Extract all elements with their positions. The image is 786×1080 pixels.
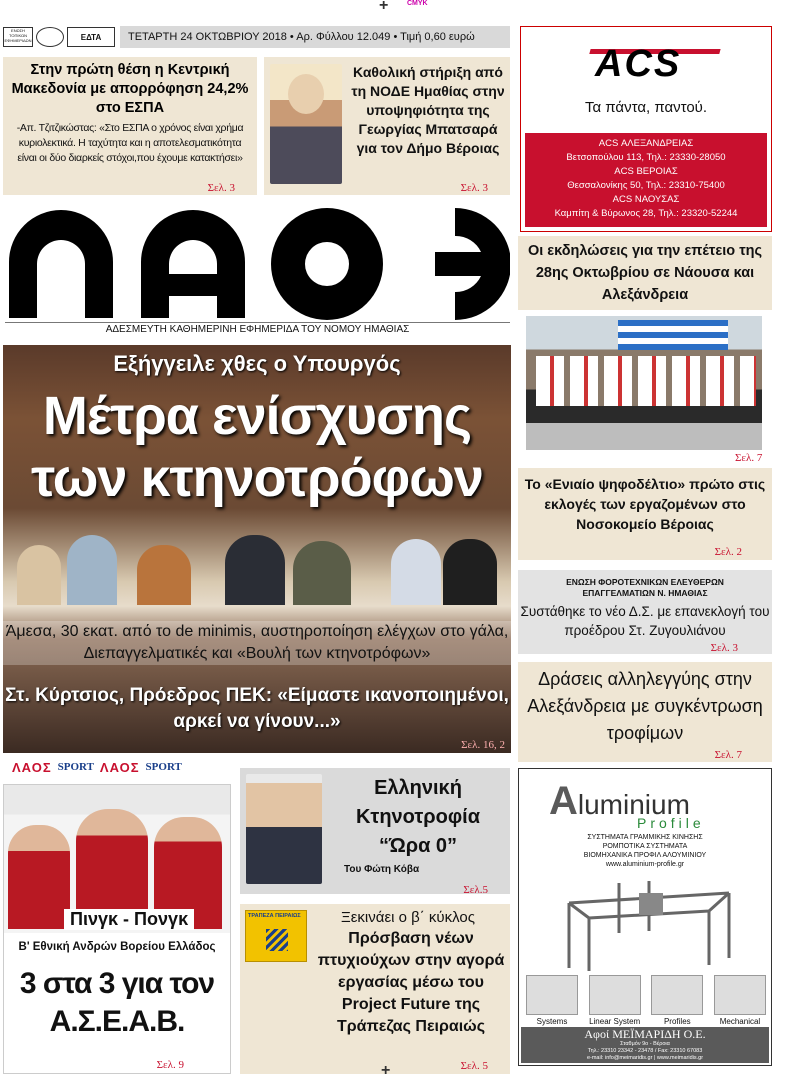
acs-logo-area — [525, 31, 767, 131]
story-union-kicker-line2: ΕΠΑΓΓΕΛΜΑΤΙΩΝ Ν. ΗΜΑΘΙΑΣ — [582, 588, 708, 598]
acs-tagline: Τα πάντα, παντού. — [584, 99, 708, 116]
aluminium-cat4[interactable]: Mechanical — [711, 975, 769, 1035]
story-parade-headline: Οι εκδηλώσεις για την επέτειο της 28ης Οκτωβρίου σε Νάουσα και Αλεξάνδρεια — [527, 243, 763, 303]
acs-branch3-title: ACS ΝΑΟΥΣΑΣ — [612, 194, 680, 205]
aluminium-logo-a: A — [549, 779, 578, 823]
story-piraeus-headline: Πρόσβαση νέων πτυχιούχων στην αγορά εργασίας μέσω του Project Future της Τράπεζας Πειραιώς — [317, 930, 505, 1035]
story-livestock-headline-line3: “Ώρα 0” — [378, 835, 458, 857]
main-story-kicker: Εξήγγειλε χθες ο Υπουργός — [113, 351, 401, 376]
main-story-deck — [3, 621, 511, 665]
ad-aluminium[interactable] — [518, 768, 772, 1066]
acs-branch2-addr: Θεσσαλονίκης 50, Τηλ.: 23310-75400 — [567, 180, 725, 191]
aluminium-categories — [523, 975, 769, 1035]
story-piraeus[interactable] — [240, 904, 510, 1074]
parade-photo — [526, 316, 762, 450]
acs-branch3-addr: Καμπίτη & Βύρωνος 28, Τηλ.: 23320-52244 — [554, 208, 738, 219]
main-story-deck-line2: Διεπαγγελματικές και «Βουλή των κτηνοτρόφων» — [83, 645, 431, 662]
story-livestock[interactable] — [240, 768, 510, 894]
badge-union: ΕΝΩΣΗ ΤΟΠΙΚΩΝ ΕΦΗΜΕΡΙΔΩΝ — [3, 27, 33, 47]
sport-label-1: SPORT — [57, 761, 94, 773]
aluminium-cat2[interactable]: Linear System — [586, 975, 644, 1035]
cmyk-mark: CMYK — [407, 0, 428, 7]
story-union-headline: Συστάθηκε το νέο Δ.Σ. με επανεκλογή του προέδρου Στ. Ζυγουλιάνου — [520, 604, 770, 638]
acs-branch2-title: ACS ΒΕΡΟΙΑΣ — [614, 166, 678, 177]
story-solidarity-page-ref: Σελ. 7 — [714, 749, 742, 761]
story-piraeus-page-ref: Σελ. 5 — [460, 1060, 488, 1072]
story-nodi-page-ref: Σελ. 3 — [460, 182, 488, 194]
sport-headline: 3 στα 3 για τον Α.Σ.Ε.Α.Β. — [19, 967, 215, 1038]
aluminium-desc — [519, 833, 771, 869]
dateline: ΤΕΤΑΡΤΗ 24 ΟΚΤΩΒΡΙΟΥ 2018 • Αρ. Φύλλου 12.049 • Τιμή 0,60 ευρώ — [120, 26, 510, 48]
aluminium-desc2: ΡΟΜΠΟΤΙΚΑ ΣΥΣΤΗΜΑΤΑ — [602, 843, 688, 850]
header-badges — [3, 26, 117, 48]
aluminium-address: Σταθμόν 9ο - Βέροια — [620, 1041, 670, 1047]
story-livestock-headline — [330, 774, 506, 861]
badge-seal-icon — [36, 27, 64, 47]
profiles-icon — [651, 975, 703, 1015]
aluminium-phones: Τηλ.: 23310 23342 - 23478 / Fax: 23310 67083 — [587, 1048, 703, 1054]
main-story-photo — [3, 535, 511, 605]
sport-label-2: SPORT — [145, 761, 182, 773]
aluminium-logo-profile: Profile — [637, 815, 705, 831]
acs-branch1-addr: Βετσοπούλου 113, Τηλ.: 23330-28050 — [566, 152, 726, 163]
story-livestock-byline: Του Φώτη Κόβα — [344, 864, 420, 875]
aluminium-desc3: ΒΙΟΜΗΧΑΝΙΚΑ ΠΡΟΦΙΛ ΑΛΟΥΜΙΝΙΟΥ — [583, 852, 707, 859]
main-story-headline-line2: των κτηνοτρόφων — [31, 448, 483, 508]
story-livestock-headline-line2: Κτηνοτροφία — [355, 806, 481, 828]
ad-acs[interactable] — [520, 26, 772, 232]
story-parade[interactable] — [518, 236, 772, 310]
aluminium-cat1[interactable]: Systems — [523, 975, 581, 1035]
piraeus-bank-label: ΤΡΑΠΕΖΑ ΠΕΙΡΑΙΩΣ — [248, 913, 301, 919]
badge-edta: ΕΔΤΑ — [67, 27, 115, 47]
mechanical-parts-icon — [714, 975, 766, 1015]
main-story-deck-line1: Άμεσα, 30 εκατ. από το de minimis, αυστηροποίηση ελέγχων στο γάλα, — [5, 623, 509, 640]
story-nodi-headline: Καθολική στήριξη από τη ΝΟΔΕ Ημαθίας στην υποψηφιότητα της Γεωργίας Μπατσαρά για τον Δήμο Βέροιας — [351, 64, 505, 156]
registration-mark-bottom: + — [381, 1062, 391, 1079]
main-story-quote — [3, 683, 511, 735]
main-story-quote-line1: Στ. Κύρτσιος, Πρόεδρος ΠΕΚ: «Είμαστε ικανοποιημένοι, — [5, 685, 509, 706]
acs-branch1-title: ACS ΑΛΕΞΑΝΔΡΕΙΑΣ — [598, 138, 694, 149]
aluminium-cat3[interactable]: Profiles — [648, 975, 706, 1035]
greek-flag-icon — [618, 320, 728, 350]
story-livestock-page-ref: Σελ.5 — [463, 884, 488, 896]
aluminium-logo — [549, 773, 690, 821]
story-union[interactable] — [518, 570, 772, 654]
story-ballot-headline: Το «Ενιαίο ψηφοδέλτιο» πρώτο στις εκλογές των εργαζομένων στο Νοσοκομείο Βέροιας — [524, 476, 766, 532]
story-espa-page-ref: Σελ. 3 — [207, 182, 235, 194]
story-sport[interactable] — [3, 784, 231, 1074]
sport-page-ref: Σελ. 9 — [156, 1059, 184, 1071]
story-espa[interactable] — [3, 57, 257, 195]
story-espa-headline: Στην πρώτη θέση η Κεντρική Μακεδονία με απορρόφηση 24,2% στο ΕΣΠΑ — [11, 62, 249, 116]
story-solidarity[interactable] — [518, 662, 772, 762]
sport-header — [12, 760, 182, 774]
story-ballot[interactable] — [518, 468, 772, 560]
main-story-quote-line2: αρκεί να γίνουν...» — [173, 711, 341, 732]
main-story[interactable] — [3, 345, 511, 753]
aluminium-email[interactable]: e-mail: info@meimaridis.gr | www.meimaridis.gr — [586, 1055, 704, 1061]
laos-logo-icon — [5, 204, 510, 322]
registration-mark-top: + — [379, 0, 389, 14]
acs-logo: ACS — [595, 43, 682, 85]
story-piraeus-kicker: Ξεκινάει ο β΄ κύκλος — [341, 909, 475, 926]
batsara-photo — [270, 64, 342, 184]
sport-brand-2: ΛΑΟΣ — [99, 759, 140, 775]
story-livestock-headline-line1: Ελληνική — [374, 777, 462, 799]
acs-branches — [525, 133, 767, 227]
story-parade-page-ref: Σελ. 7 — [735, 452, 763, 464]
linear-machine-icon — [559, 873, 739, 973]
linear-system-icon — [589, 975, 641, 1015]
story-ballot-page-ref: Σελ. 2 — [714, 546, 742, 558]
masthead-subtitle: ΑΔΕΣΜΕΥΤΗ ΚΑΘΗΜΕΡΙΝΗ ΕΦΗΜΕΡΙΔΑ ΤΟΥ ΝΟΜΟΥ ΗΜΑΘΙΑΣ — [5, 322, 510, 336]
story-solidarity-headline: Δράσεις αλληλεγγύης στην Αλεξάνδρεια με συγκέντρωση τροφίμων — [527, 669, 763, 743]
systems-icon — [526, 975, 578, 1015]
main-story-headline-line1: Μέτρα ενίσχυσης — [42, 386, 472, 446]
sport-subtitle: Β' Εθνική Ανδρών Βορείου Ελλάδος — [18, 941, 216, 953]
aluminium-company: Αφοί ΜΕΪΜΑΡΙΔΗ Ο.Ε. — [584, 1027, 706, 1041]
kovas-photo — [246, 774, 322, 884]
masthead-logo — [5, 204, 510, 322]
sport-title: Πινγκ - Πονγκ — [64, 909, 194, 930]
story-union-kicker-line1: ΕΝΩΣΗ ΦΟΡΟΤΕΧΝΙΚΩΝ ΕΛΕΥΘΕΡΩΝ — [566, 577, 724, 587]
story-nodi[interactable] — [264, 57, 510, 195]
aluminium-logo-rest: luminium — [577, 789, 690, 820]
story-union-page-ref: Σελ. 3 — [710, 642, 738, 654]
aluminium-company-bar — [521, 1027, 769, 1063]
main-story-page-ref: Σελ. 16, 2 — [461, 739, 505, 751]
sport-brand-1: ΛΑΟΣ — [12, 759, 52, 775]
story-union-kicker — [518, 570, 772, 599]
aluminium-url[interactable]: www.aluminium-profile.gr — [605, 861, 685, 868]
aluminium-desc1: ΣΥΣΤΗΜΑΤΑ ΓΡΑΜΜΙΚΗΣ ΚΙΝΗΣΗΣ — [587, 834, 703, 841]
story-espa-quote: -Απ. Τζιτζικώστας: «Στο ΕΣΠΑ ο χρόνος είναι χρήμα κυριολεκτικά. Η ταχύτητα και η αποτελεσματικότητα είναι οι δύο διαρκείς στόχοι,που έχουμε κατακτήσει» — [16, 122, 244, 164]
